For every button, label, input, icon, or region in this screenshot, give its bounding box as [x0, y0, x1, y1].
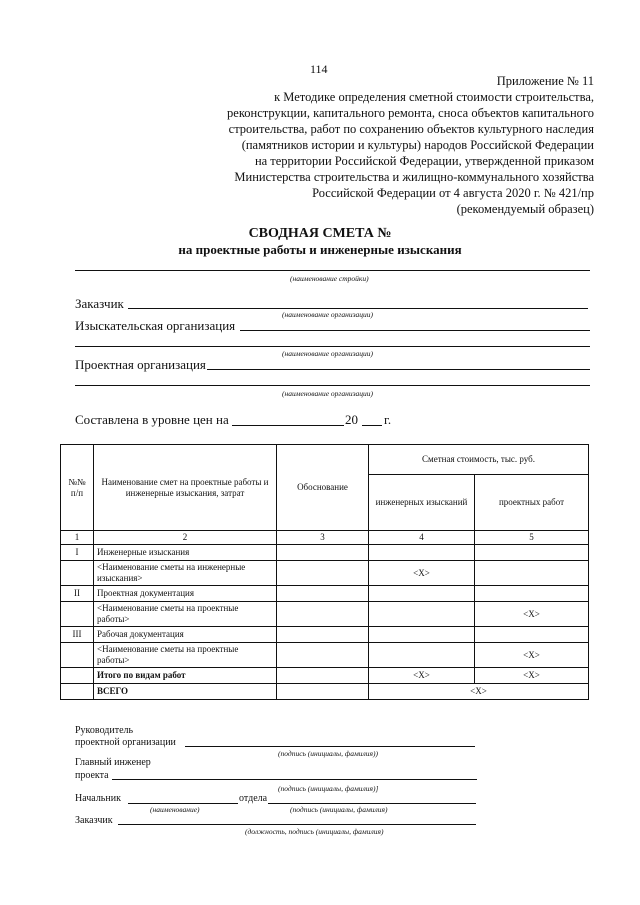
col-number: 1	[61, 531, 94, 545]
appendix-line: строительства, работ по сохранению объектов культурного наследия	[228, 122, 594, 136]
customer-signature-field[interactable]	[118, 824, 476, 825]
col-number: 3	[277, 531, 369, 545]
head-signature-caption: (подпись (инициалы, фамилия))	[278, 749, 378, 758]
total-survey[interactable]: <X>	[369, 668, 475, 684]
customer-label: Заказчик	[75, 296, 124, 311]
design-org-field-2[interactable]	[75, 385, 590, 386]
row-name: <Наименование сметы на проектные работы>	[94, 602, 277, 627]
row-num	[61, 643, 94, 668]
customer-signature-caption: (должность, подпись (инициалы, фамилия)	[245, 827, 384, 836]
dept-signature-caption: (подпись (инициалы, фамилия)	[290, 805, 388, 814]
row-survey[interactable]	[369, 586, 475, 602]
row-num: I	[61, 545, 94, 561]
appendix-line: (рекомендуемый образец)	[456, 202, 594, 216]
year-suffix: г.	[384, 412, 392, 427]
row-name: Проектная документация	[94, 586, 277, 602]
survey-org-caption: (наименование организации)	[282, 349, 374, 358]
design-org-field[interactable]	[207, 369, 590, 370]
row-basis[interactable]	[277, 602, 369, 627]
header-name: Наименование смет на проектные работы и инженерные изыскания, затрат	[94, 445, 277, 531]
grand-total-value[interactable]: <X>	[369, 684, 589, 700]
row-survey[interactable]	[369, 602, 475, 627]
table-row	[61, 643, 589, 668]
col-number: 2	[94, 531, 277, 545]
header-survey: инженерных изысканий	[369, 475, 475, 531]
head-signature-field[interactable]	[185, 746, 475, 747]
table-row	[61, 627, 589, 643]
table-row	[61, 561, 589, 586]
appendix-line: реконструкции, капитального ремонта, сноса объектов капитального	[227, 106, 594, 120]
grand-total-label: ВСЕГО	[94, 684, 277, 700]
table-row	[61, 545, 589, 561]
row-basis[interactable]	[277, 643, 369, 668]
row-design[interactable]: <X>	[475, 643, 589, 668]
appendix-line: на территории Российской Федерации, утвержденной приказом	[254, 154, 594, 168]
row-survey[interactable]: <X>	[369, 561, 475, 586]
row-name: Рабочая документация	[94, 627, 277, 643]
header-design: проектных работ	[475, 475, 589, 531]
row-num: III	[61, 627, 94, 643]
row-name: <Наименование сметы на проектные работы>	[94, 643, 277, 668]
row-design[interactable]	[475, 627, 589, 643]
col-number: 5	[475, 531, 589, 545]
row-basis[interactable]	[277, 545, 369, 561]
construction-name-field[interactable]	[75, 270, 590, 271]
appendix-line: Российской Федерации от 4 августа 2020 г. № 421/пр	[312, 186, 594, 200]
customer-field[interactable]	[128, 308, 588, 309]
appendix-line: (памятников истории и культуры) народов Российской Федерации	[241, 138, 594, 152]
appendix-line: Министерства строительства и жилищно-коммунального хозяйства	[234, 170, 594, 184]
design-org-label: Проектная организация	[75, 357, 206, 372]
page-number: 114	[310, 62, 328, 76]
row-num: II	[61, 586, 94, 602]
row-design[interactable]	[475, 586, 589, 602]
total-basis	[277, 668, 369, 684]
row-design[interactable]	[475, 545, 589, 561]
customer-sign-label: Заказчик	[75, 815, 113, 826]
row-name: <Наименование сметы на инженерные изыскания>	[94, 561, 277, 586]
row-num	[61, 602, 94, 627]
total-label: Итого по видам работ	[94, 668, 277, 684]
appendix-line: к Методике определения сметной стоимости строительства,	[274, 90, 594, 104]
survey-org-field-2[interactable]	[75, 346, 590, 347]
dept-head-label: Начальник	[75, 793, 121, 804]
year-field[interactable]	[362, 425, 382, 426]
row-basis[interactable]	[277, 586, 369, 602]
col-number: 4	[369, 531, 475, 545]
design-org-caption: (наименование организации)	[282, 389, 374, 398]
total-num	[61, 668, 94, 684]
customer-caption: (наименование организации)	[282, 310, 374, 319]
total-design[interactable]: <X>	[475, 668, 589, 684]
header-basis: Обоснование	[277, 445, 369, 531]
chief-label-1: Главный инженер	[75, 757, 151, 768]
chief-label-2: проекта	[75, 770, 109, 781]
row-name: Инженерные изыскания	[94, 545, 277, 561]
dept-signature-field[interactable]	[268, 803, 476, 804]
dept-label: отдела	[239, 793, 268, 804]
grand-total-num	[61, 684, 94, 700]
appendix-line: Приложение № 11	[496, 74, 594, 88]
year-prefix: 20	[345, 412, 358, 427]
header-num: №№ п/п	[61, 445, 94, 531]
row-survey[interactable]	[369, 545, 475, 561]
total-row	[61, 668, 589, 684]
survey-org-field[interactable]	[240, 330, 590, 331]
appendix-header	[174, 73, 594, 217]
construction-caption: (наименование стройки)	[290, 274, 369, 283]
chief-signature-caption: (подпись (инициалы, фамилия)]	[278, 784, 379, 793]
table-row	[61, 586, 589, 602]
head-label-1: Руководитель	[75, 725, 134, 736]
table-row	[61, 602, 589, 627]
grand-total-row	[61, 684, 589, 700]
row-num	[61, 561, 94, 586]
head-label-2: проектной организации	[75, 737, 176, 748]
row-survey[interactable]	[369, 643, 475, 668]
dept-name-caption: (наименование)	[150, 805, 200, 814]
header-cost: Сметная стоимость, тыс. руб.	[369, 445, 589, 475]
price-date-field[interactable]	[232, 425, 344, 426]
grand-total-basis	[277, 684, 369, 700]
survey-org-label: Изыскательская организация	[75, 318, 236, 333]
chief-signature-field[interactable]	[112, 779, 477, 780]
row-basis[interactable]	[277, 627, 369, 643]
dept-name-field[interactable]	[128, 803, 238, 804]
row-design[interactable]: <X>	[475, 602, 589, 627]
compiled-label: Составлена в уровне цен на	[75, 412, 229, 427]
document-subtitle: на проектные работы и инженерные изыскания	[178, 242, 462, 257]
row-design[interactable]	[475, 561, 589, 586]
estimate-table	[60, 444, 589, 700]
row-survey[interactable]	[369, 627, 475, 643]
document-title: СВОДНАЯ СМЕТА №	[248, 226, 392, 241]
row-basis[interactable]	[277, 561, 369, 586]
